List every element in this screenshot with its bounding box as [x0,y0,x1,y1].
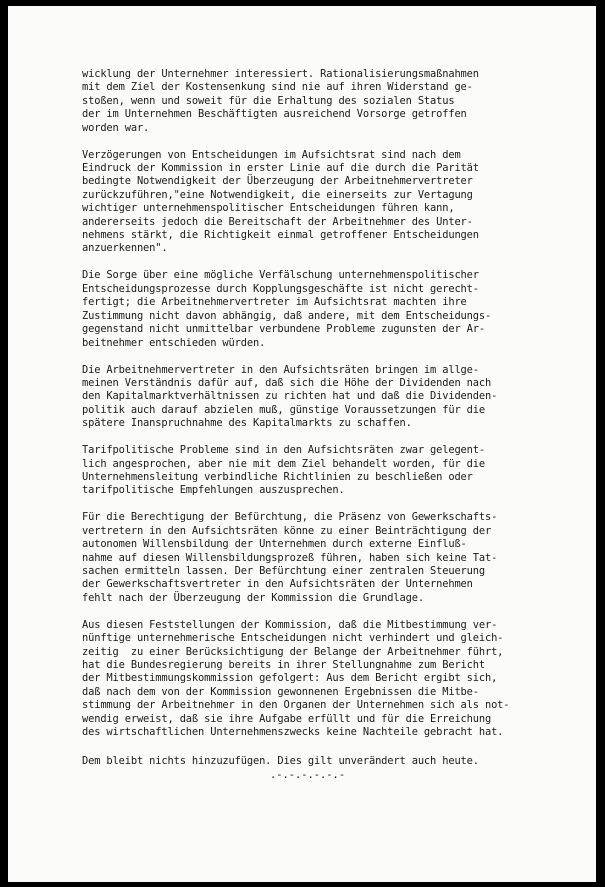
text-line: stoßen, wenn und soweit für die Erhaltung des sozialen Status [82,94,455,107]
text-line: Tarifpolitische Probleme sind in den Aufsichtsräten zwar gelegent- [82,444,485,457]
paragraph [82,68,582,135]
paragraph [82,364,582,431]
paragraph [82,619,582,740]
text-line: sachen ermitteln lassen. Der Befürchtung einer zentralen Steuerung [82,564,485,577]
text-line: der Mitbestimmungskommission gefolgert: Aus dem Bericht ergibt sich, [82,672,498,685]
text-line: bedingte Notwendigkeit der Überzeugung der Arbeitnehmervertreter [82,175,473,188]
text-line: wichtiger unternehmenspolitischer Entscheidungen führen kann, [82,202,455,215]
text-line: meinen Verständnis dafür auf, daß sich die Höhe der Dividenden nach [82,376,492,389]
text-line: der Gewerkschaftsvertreter in den Aufsichtsräten der Unternehmen [82,578,473,591]
text-line: nahme auf diesen Willensbildungsprozeß führen, haben sich keine Tat- [82,551,498,564]
text-line: spätere Inanspruchnahme des Kapitalmarkts zu schaffen. [82,417,412,430]
text-line: Die Sorge über eine mögliche Verfälschung unternehmenspolitischer [82,269,479,282]
text-line: Eindruck der Kommission in erster Linie auf die durch die Parität [82,162,479,175]
text-line: Unternehmensleitung verbindliche Richtlinien zu beschließen oder [82,470,473,483]
text-line: Aus diesen Feststellungen der Kommission, daß die Mitbestimmung ver- [82,618,498,631]
text-line: autonomen Willensbildung der Unternehmen durch externe Einfluß- [82,538,467,551]
text-line: nünftige unternehmerische Entscheidungen nicht verhindert und gleich- [82,632,504,645]
document-body [82,68,582,782]
text-line: beitnehmer entschieden würden. [82,336,266,349]
text-line: den Kapitalmarktverhältnissen zu richten hat und daß die Dividenden- [82,390,498,403]
text-line: anzuerkennen". [82,242,168,255]
text-line: wendig erweist, daß sie ihre Aufgabe erfüllt und für die Erreichung [82,712,492,725]
text-line: andererseits jedoch die Bereitschaft der Arbeitnehmer des Unter- [82,215,473,228]
paragraph [82,149,582,256]
text-line: Verzögerungen von Entscheidungen im Aufsichtsrat sind nach dem [82,148,461,161]
paragraph [82,269,582,349]
text-line: lich angesprochen, aber nie mit dem Ziel behandelt worden, für die [82,457,485,470]
text-line: Für die Berechtigung der Befürchtung, die Präsenz von Gewerkschafts- [82,511,498,524]
text-line: politik auch darauf abzielen muß, günstige Voraussetzungen für die [82,403,485,416]
closing-sentence: Dem bleibt nichts hinzuzufügen. Dies gilt unverändert auch heute. [82,755,479,768]
text-line: wicklung der Unternehmer interessiert. Rationalisierungsmaßnahmen [82,68,479,80]
paragraph [82,511,582,605]
text-line: mit dem Ziel der Kostensenkung sind nie auf ihren Widerstand ge- [82,81,473,94]
text-line: der im Unternehmen Beschäftigten ausreichend Vorsorge getroffen [82,108,467,121]
text-line: Zustimmung nicht davon abhängig, daß andere, mit dem Entscheidungs- [82,309,492,322]
text-line: stimmung der Arbeitnehmer in den Organen der Unternehmen sich als not- [82,699,510,712]
text-line: vertretern in den Aufsichtsräten könne zu einer Beinträchtigung der [82,524,492,537]
text-line: worden war. [82,121,150,134]
text-line: des wirtschaftlichen Unternehmenszwecks keine Nachteile gebracht hat. [82,726,504,739]
text-line: zeitig zu einer Berücksichtigung der Belange der Arbeitnehmer führt, [82,645,504,658]
paragraph [82,444,582,498]
text-line: daß nach dem von der Kommission gewonnenen Ergebnissen die Mitbe- [82,685,479,698]
text-line: fehlt nach der Überzeugung der Kommission die Grundlage. [82,591,424,604]
text-line: gegenstand nicht unmittelbar verbundene Probleme zugunsten der Ar- [82,323,485,336]
text-line: hat die Bundesregierung bereits in ihrer Stellungnahme zum Bericht [82,659,485,671]
document-page [8,6,596,882]
text-line: Die Arbeitnehmervertreter in den Aufsichtsräten bringen im allge- [82,363,479,376]
text-line: nehmens stärkt, die Richtigkeit einmal getroffener Entscheidungen [82,229,479,242]
text-line: fertigt; die Arbeitnehmervertreter im Aufsichtsrat machten ihre [82,296,467,309]
text-line: tarifpolitische Empfehlungen auszusprechen. [82,484,345,497]
text-line: Entscheidungsprozesse durch Kopplungsgeschäfte ist nicht gerecht- [82,282,479,295]
text-line: zurückzuführen,"eine Notwendigkeit, die einerseits zur Vertagung [82,188,473,201]
end-mark: .-.-.-.-.-.- [270,769,346,781]
